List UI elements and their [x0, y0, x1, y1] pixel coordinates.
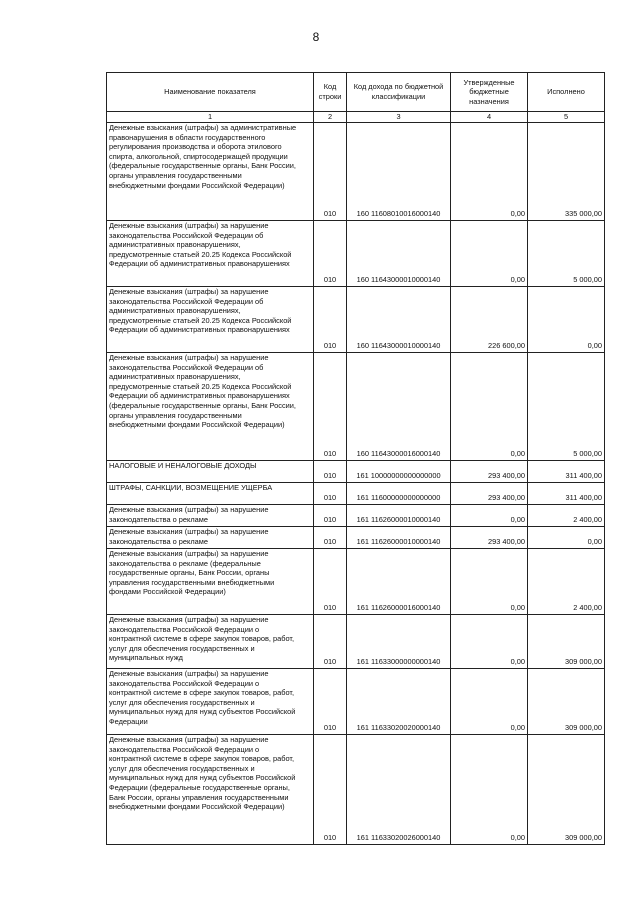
row-name: ШТРАФЫ, САНКЦИИ, ВОЗМЕЩЕНИЕ УЩЕРБА — [107, 483, 314, 505]
row-line-code: 010 — [314, 549, 347, 615]
row-approved: 0,00 — [451, 353, 528, 461]
row-approved: 0,00 — [451, 549, 528, 615]
row-line-code: 010 — [314, 461, 347, 483]
row-line-code: 010 — [314, 221, 347, 287]
row-name: Денежные взыскания (штрафы) за нарушение законодательства о рекламе (федеральные государственные органы, Банк России, органы управления государственными внебюджетными фондами Российской Федерации) — [107, 549, 314, 615]
table-row — [107, 483, 605, 505]
row-approved: 0,00 — [451, 615, 528, 669]
table-row — [107, 221, 605, 287]
row-approved: 293 400,00 — [451, 527, 528, 549]
row-revenue-code: 161 11600000000000000 — [347, 483, 451, 505]
row-name: Денежные взыскания (штрафы) за нарушение законодательства Российской Федерации о контрактной системе в сфере закупок товаров, работ, услуг для обеспечения государственных и муниципальных нужд для нужд субъектов Российской Федерации — [107, 669, 314, 735]
row-revenue-code: 161 11633020020000140 — [347, 669, 451, 735]
header-revenue-code: Код дохода по бюджетной классификации — [347, 73, 451, 112]
column-number: 3 — [347, 112, 451, 123]
row-revenue-code: 161 11626000010000140 — [347, 505, 451, 527]
column-number: 5 — [528, 112, 605, 123]
header-approved: Утвержденные бюджетные назначения — [451, 73, 528, 112]
row-executed: 309 000,00 — [528, 669, 605, 735]
row-line-code: 010 — [314, 527, 347, 549]
row-revenue-code: 160 11643000016000140 — [347, 353, 451, 461]
row-name: Денежные взыскания (штрафы) за административные правонарушения в области государственного регулирования производства и оборота этилового спирта, алкогольной, спиртосодержащей продукции (федеральные государственные органы, Банк России, органы управления государственными внебюджетными фондами Российской Федерации) — [107, 123, 314, 221]
row-revenue-code: 160 11643000010000140 — [347, 287, 451, 353]
table-row — [107, 353, 605, 461]
row-approved: 293 400,00 — [451, 461, 528, 483]
table-row — [107, 549, 605, 615]
header-name: Наименование показателя — [107, 73, 314, 112]
row-executed: 309 000,00 — [528, 615, 605, 669]
row-revenue-code: 160 11608010016000140 — [347, 123, 451, 221]
row-line-code: 010 — [314, 505, 347, 527]
column-number: 2 — [314, 112, 347, 123]
row-executed: 335 000,00 — [528, 123, 605, 221]
table-row — [107, 669, 605, 735]
row-line-code: 010 — [314, 735, 347, 845]
row-name: Денежные взыскания (штрафы) за нарушение законодательства о рекламе — [107, 527, 314, 549]
row-name: Денежные взыскания (штрафы) за нарушение законодательства Российской Федерации об административных правонарушениях, предусмотренные статьей 20.25 Кодекса Российской Федерации об административных правонарушениях (федеральные государственные органы, Банк России, органы управления государственными внебюджетными фондами Российской Федерации) — [107, 353, 314, 461]
row-line-code: 010 — [314, 123, 347, 221]
row-executed: 0,00 — [528, 287, 605, 353]
row-approved: 0,00 — [451, 221, 528, 287]
column-number-row — [107, 112, 605, 123]
row-revenue-code: 160 11643000010000140 — [347, 221, 451, 287]
row-name: НАЛОГОВЫЕ И НЕНАЛОГОВЫЕ ДОХОДЫ — [107, 461, 314, 483]
row-approved: 0,00 — [451, 123, 528, 221]
row-approved: 0,00 — [451, 669, 528, 735]
table-row — [107, 461, 605, 483]
table-row — [107, 287, 605, 353]
row-approved: 293 400,00 — [451, 483, 528, 505]
row-line-code: 010 — [314, 615, 347, 669]
row-revenue-code: 161 10000000000000000 — [347, 461, 451, 483]
row-executed: 5 000,00 — [528, 353, 605, 461]
row-executed: 311 400,00 — [528, 461, 605, 483]
row-executed: 2 400,00 — [528, 549, 605, 615]
table-row — [107, 615, 605, 669]
row-line-code: 010 — [314, 287, 347, 353]
table-row — [107, 735, 605, 845]
row-executed: 311 400,00 — [528, 483, 605, 505]
row-approved: 0,00 — [451, 505, 528, 527]
row-executed: 0,00 — [528, 527, 605, 549]
table-row — [107, 123, 605, 221]
row-line-code: 010 — [314, 483, 347, 505]
row-approved: 226 600,00 — [451, 287, 528, 353]
row-revenue-code: 161 11633000000000140 — [347, 615, 451, 669]
row-name: Денежные взыскания (штрафы) за нарушение законодательства о рекламе — [107, 505, 314, 527]
row-approved: 0,00 — [451, 735, 528, 845]
budget-revenue-table — [106, 72, 605, 845]
row-revenue-code: 161 11626000010000140 — [347, 527, 451, 549]
column-number: 1 — [107, 112, 314, 123]
row-name: Денежные взыскания (штрафы) за нарушение законодательства Российской Федерации об административных правонарушениях, предусмотренные статьей 20.25 Кодекса Российской Федерации об административных правонарушениях — [107, 221, 314, 287]
row-line-code: 010 — [314, 353, 347, 461]
row-executed: 5 000,00 — [528, 221, 605, 287]
table-row — [107, 505, 605, 527]
row-name: Денежные взыскания (штрафы) за нарушение законодательства Российской Федерации о контрактной системе в сфере закупок товаров, работ, услуг для обеспечения государственных и муниципальных нужд — [107, 615, 314, 669]
header-line-code: Код строки — [314, 73, 347, 112]
table-header-row — [107, 73, 605, 112]
row-line-code: 010 — [314, 669, 347, 735]
row-executed: 309 000,00 — [528, 735, 605, 845]
row-name: Денежные взыскания (штрафы) за нарушение законодательства Российской Федерации об административных правонарушениях, предусмотренные статьей 20.25 Кодекса Российской Федерации об административных правонарушениях — [107, 287, 314, 353]
column-number: 4 — [451, 112, 528, 123]
row-name: Денежные взыскания (штрафы) за нарушение законодательства Российской Федерации о контрактной системе в сфере закупок товаров, работ, услуг для обеспечения государственных и муниципальных нужд для нужд субъектов Российской Федерации (федеральные государственные органы, Банк России, органы управления государственными внебюджетными фондами Российской Федерации) — [107, 735, 314, 845]
row-executed: 2 400,00 — [528, 505, 605, 527]
row-revenue-code: 161 11626000016000140 — [347, 549, 451, 615]
row-revenue-code: 161 11633020026000140 — [347, 735, 451, 845]
table-row — [107, 527, 605, 549]
page-number: 8 — [312, 30, 320, 44]
header-executed: Исполнено — [528, 73, 605, 112]
